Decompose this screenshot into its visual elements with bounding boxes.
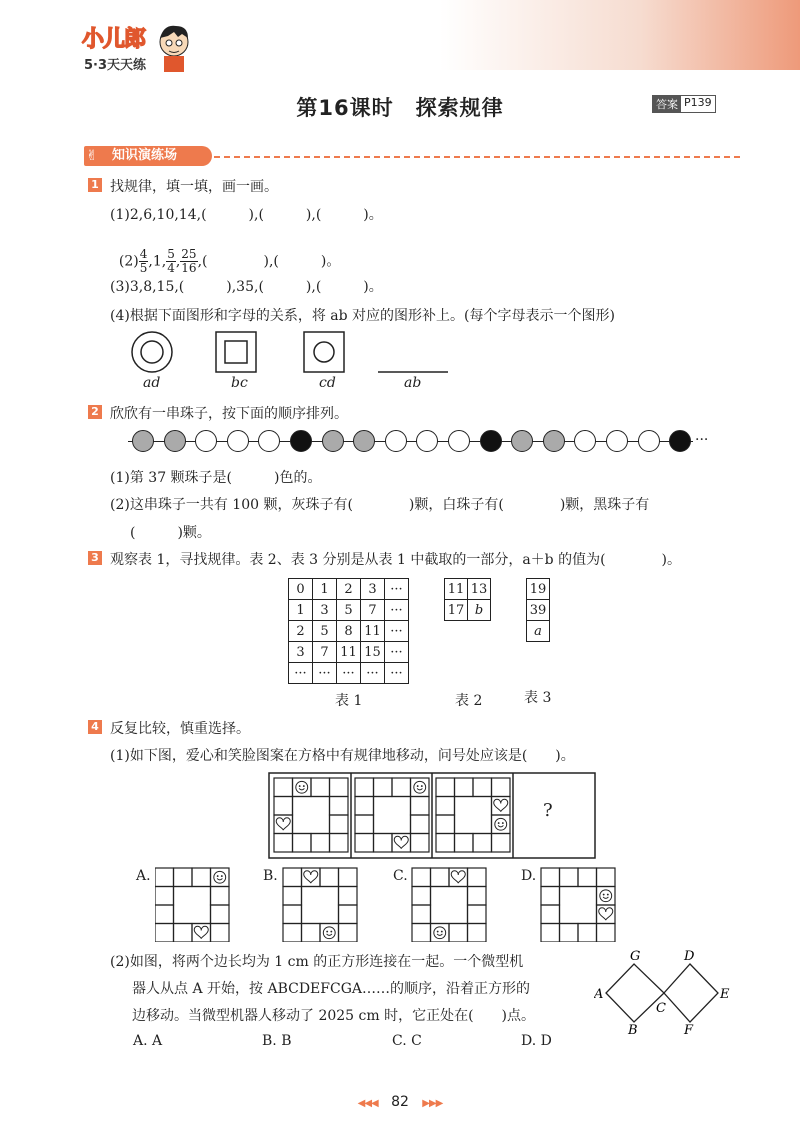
ring-grid (436, 778, 510, 852)
table-cell: ··· (289, 663, 313, 684)
point-label: A (594, 987, 604, 1002)
numerator: 4 (139, 247, 148, 261)
table-row (527, 600, 550, 621)
table-2 (444, 578, 491, 621)
table-3 (526, 578, 550, 642)
table-row (527, 621, 550, 642)
question-number: 1 (88, 178, 102, 192)
ring-grid (541, 868, 615, 942)
table-row (289, 642, 409, 663)
gray-bead (322, 430, 344, 452)
point-label: E (720, 987, 730, 1002)
table-row (289, 579, 409, 600)
ring-grid (155, 868, 229, 942)
denominator: 4 (167, 261, 175, 275)
black-bead (669, 430, 691, 452)
question-number: 3 (88, 551, 102, 565)
page-number: 82 (391, 1094, 409, 1110)
table-cell: 1 (313, 579, 337, 600)
section-banner (84, 146, 212, 166)
white-bead (448, 430, 470, 452)
answer-label: 答案 (653, 96, 681, 112)
option-label: D. (521, 868, 537, 884)
denominator: 16 (181, 261, 197, 275)
table-cell: 1 (289, 600, 313, 621)
denominator: 5 (139, 261, 148, 275)
table-row (445, 579, 491, 600)
table-cell: 17 (445, 600, 468, 621)
table-cell: 2 (337, 579, 361, 600)
table-cell: ··· (313, 663, 337, 684)
bead-ellipsis: ··· (695, 432, 709, 448)
hands-icon: ✌ (86, 148, 98, 164)
question-stem: 找规律，填一填，画一画。 (110, 179, 278, 195)
q4-part2-line3: 边移动。当微型机器人移动了 2025 cm 时，它正处在( )点。 (132, 1008, 536, 1024)
ring-grid (412, 868, 486, 942)
table-cell: ··· (385, 642, 409, 663)
gray-bead (132, 430, 154, 452)
point-label: B (628, 1023, 638, 1038)
q1-part1: (1)2,6,10,14,( ),( ),( )。 (110, 207, 383, 223)
table-cell: ··· (361, 663, 385, 684)
smiley-face-icon (323, 927, 335, 939)
table-cell: ··· (385, 600, 409, 621)
q1-part2-comma: , (175, 253, 181, 270)
numerator: 25 (181, 247, 197, 261)
table-cell: 7 (361, 600, 385, 621)
square-shape (216, 332, 256, 372)
fraction (180, 248, 197, 275)
table-cell: 7 (313, 642, 337, 663)
table-cell: ··· (385, 663, 409, 684)
table-row (445, 600, 491, 621)
numerator: 5 (167, 247, 175, 261)
table-cell: ··· (385, 579, 409, 600)
table-cell: 39 (527, 600, 550, 621)
white-bead (574, 430, 596, 452)
white-bead (638, 430, 660, 452)
point-label: G (630, 949, 641, 964)
shape-label: ad (143, 375, 161, 391)
table-cell: 8 (337, 621, 361, 642)
q2-part2-cont: ( )颗。 (130, 525, 211, 541)
table-cell: 2 (289, 621, 313, 642)
heart-icon (599, 908, 613, 920)
heart-icon (194, 926, 208, 938)
question-stem: 观察表 1，寻找规律。表 2、表 3 分别是从表 1 中截取的一部分，a＋b 的值为( )。 (110, 552, 682, 568)
inner-circle-shape (141, 341, 163, 363)
table-row (289, 621, 409, 642)
smiley-face-icon (296, 781, 308, 793)
brand-logo (82, 22, 202, 82)
fraction (139, 248, 149, 275)
option-figures (155, 866, 635, 942)
shape-label: ab (404, 375, 422, 391)
inner-square-shape (225, 341, 247, 363)
table-cell: 5 (313, 621, 337, 642)
white-bead (227, 430, 249, 452)
table-cell: 5 (337, 600, 361, 621)
option-label: A. (136, 868, 151, 884)
table-cell: 15 (361, 642, 385, 663)
table-cell: 13 (468, 579, 491, 600)
table-cell: 3 (289, 642, 313, 663)
point-label: F (684, 1023, 694, 1038)
q1-part2-suffix: ,( ),( )。 (197, 253, 341, 270)
black-bead (480, 430, 502, 452)
smiley-face-icon (600, 890, 612, 902)
table-cell: 11 (361, 621, 385, 642)
heart-icon (494, 799, 508, 811)
gray-bead (511, 430, 533, 452)
shape-figures (128, 330, 458, 378)
bead-row (132, 430, 701, 452)
page-title: 第16课时 探索规律 (296, 96, 504, 120)
table-row (289, 663, 409, 684)
table-caption: 表 3 (524, 690, 552, 706)
point-label: C (656, 1001, 666, 1016)
circle-ring-shape (132, 332, 172, 372)
right-arrows-icon: ▶▶▶ (422, 1098, 443, 1109)
point-label: D (684, 949, 695, 964)
heart-icon (451, 871, 465, 883)
table-cell: 11 (445, 579, 468, 600)
white-bead (195, 430, 217, 452)
question-number: 2 (88, 405, 102, 419)
q4-part2-line1: (2)如图，将两个边长均为 1 cm 的正方形连接在一起。一个微型机 (110, 954, 524, 970)
table-row (527, 579, 550, 600)
table-cell: 19 (527, 579, 550, 600)
question-stem: 反复比较，慎重选择。 (110, 721, 250, 737)
gray-bead (543, 430, 565, 452)
heart-icon (276, 818, 290, 830)
option-label: C. (393, 868, 408, 884)
choice-b: B. B (262, 1033, 292, 1049)
q2-part2: (2)这串珠子一共有 100 颗，灰珠子有( )颗，白珠子有( )颗，黑珠子有 (110, 497, 650, 513)
inner-circle-shape (314, 342, 334, 362)
choice-c: C. C (392, 1033, 422, 1049)
table-caption: 表 2 (455, 693, 483, 709)
ring-grid (283, 868, 357, 942)
q1-part4: (4)根据下面图形和字母的关系，将 ab 对应的图形补上。(每个字母表示一个图形) (110, 308, 615, 324)
smiley-face-icon (434, 927, 446, 939)
q2-part1: (1)第 37 颗珠子是( )色的。 (110, 470, 322, 486)
white-bead (416, 430, 438, 452)
fraction (166, 248, 176, 275)
gray-bead (164, 430, 186, 452)
table-cell: b (468, 600, 491, 621)
option-label: B. (263, 868, 278, 884)
brand-name: 小儿郎 (82, 27, 146, 52)
table-cell: 3 (313, 600, 337, 621)
boy-mascot-icon (152, 22, 196, 74)
q1-part2-prefix: (2) (118, 253, 139, 270)
question-number: 4 (88, 720, 102, 734)
smiley-face-icon (214, 871, 226, 883)
white-bead (385, 430, 407, 452)
section-label: 知识演练场 (112, 148, 178, 163)
choice-a: A. A (133, 1033, 163, 1049)
left-arrows-icon: ◀◀◀ (357, 1098, 378, 1109)
q4-part1: (1)如下图，爱心和笑脸图案在方格中有规律地移动，问号处应该是( )。 (110, 748, 575, 764)
smiley-face-icon (414, 781, 426, 793)
black-bead (290, 430, 312, 452)
heart-icon (394, 836, 408, 848)
table-cell: 11 (337, 642, 361, 663)
table-cell: 3 (361, 579, 385, 600)
smiley-face-icon (495, 818, 507, 830)
question-mark: ? (543, 800, 553, 821)
white-bead (606, 430, 628, 452)
table-cell: a (527, 621, 550, 642)
table-cell: 0 (289, 579, 313, 600)
question-stem: 欣欣有一串珠子，按下面的顺序排列。 (110, 406, 348, 422)
two-squares-figure (594, 946, 734, 1038)
q1-part2 (110, 232, 340, 275)
heart-icon (304, 871, 318, 883)
choice-d: D. D (521, 1033, 552, 1049)
q1-part3: (3)3,8,15,( ),35,( ),( )。 (110, 279, 383, 295)
square-shape (304, 332, 344, 372)
table-row (289, 600, 409, 621)
gray-bead (353, 430, 375, 452)
table-1 (288, 578, 409, 684)
q1-part2-mid: ,1, (148, 253, 167, 270)
table-cell: ··· (385, 621, 409, 642)
q4-part2-line2: 器人从点 A 开始，按 ABCDEFCGA……的顺序，沿着正方形的 (132, 981, 530, 997)
white-bead (258, 430, 280, 452)
table-caption: 表 1 (335, 693, 363, 709)
ring-grid (274, 778, 348, 852)
brand-subtitle: 5·3天天练 (84, 58, 147, 73)
ring-grid (355, 778, 429, 852)
page-footer (0, 1094, 800, 1110)
answer-reference (652, 95, 716, 113)
shape-label: cd (319, 375, 336, 391)
table-cell: ··· (337, 663, 361, 684)
answer-page: P139 (684, 96, 712, 109)
section-divider (214, 156, 740, 158)
shape-label: bc (231, 375, 248, 391)
